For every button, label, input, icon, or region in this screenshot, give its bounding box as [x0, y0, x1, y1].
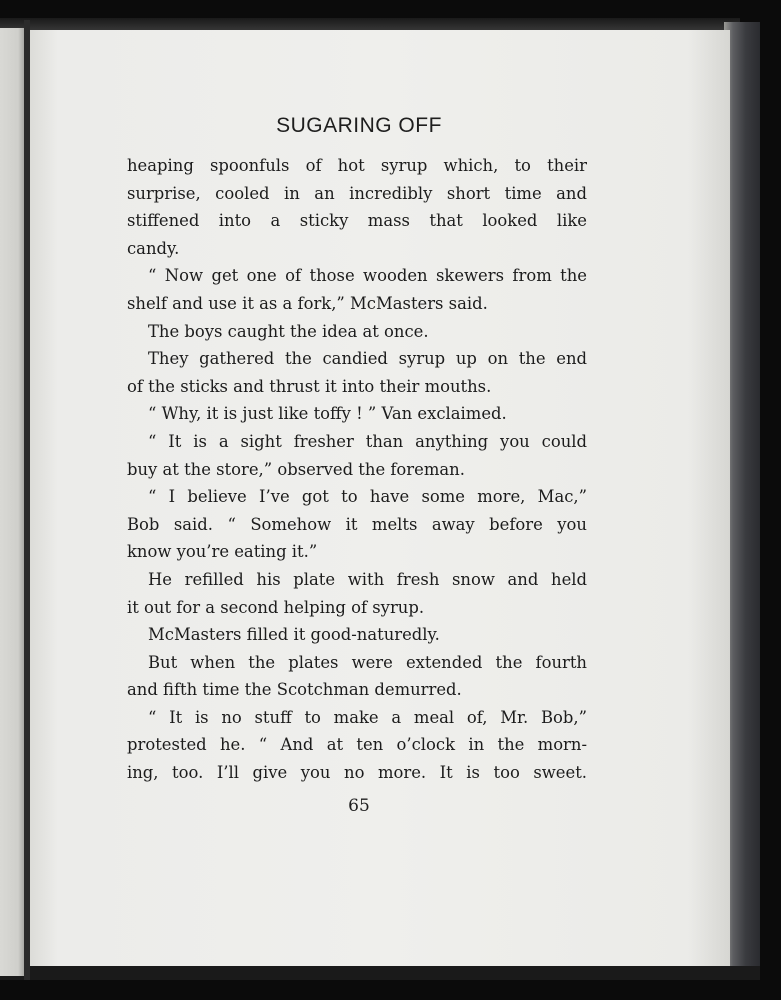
- text-line: protested he. “ And at ten o’clock in the morn-: [127, 735, 587, 755]
- text-line: heaping spoonfuls of hot syrup which, to their: [127, 156, 587, 175]
- text-line: “ It is no stuff to make a meal of, Mr. Bob,”: [148, 707, 587, 727]
- text-line: He refilled his plate with fresh snow and held: [148, 569, 587, 589]
- text-line: Bob said. “ Somehow it melts away before you: [127, 514, 587, 534]
- text-line: shelf and use it as a fork,” McMasters said.: [127, 293, 488, 313]
- text-line: “ I believe I’ve got to have some more, Mac,”: [148, 487, 587, 507]
- page-number: 65: [348, 796, 370, 816]
- body-text: [127, 152, 587, 787]
- text-line: “ Why, it is just like toffy ! ” Van exclaimed.: [148, 404, 507, 424]
- facing-page-edge: [0, 28, 26, 976]
- text-line: and fifth time the Scotchman demurred.: [127, 680, 462, 700]
- text-line: of the sticks and thrust it into their mouths.: [127, 376, 492, 396]
- text-line: surprise, cooled in an incredibly short time and: [127, 183, 587, 203]
- text-line: “ It is a sight fresher than anything you could: [148, 431, 587, 451]
- text-line: candy.: [127, 238, 180, 258]
- text-line: it out for a second helping of syrup.: [127, 597, 425, 617]
- running-head: SUGARING OFF: [276, 114, 442, 137]
- text-line: But when the plates were extended the fourth: [148, 652, 587, 672]
- text-line: ing, too. I’ll give you no more. It is too sweet.: [127, 763, 587, 783]
- book-bottom-edge: [0, 966, 760, 980]
- text-line: The boys caught the idea at once.: [148, 321, 429, 341]
- text-line: stiffened into a sticky mass that looked like: [127, 211, 587, 231]
- text-line: “ Now get one of those wooden skewers from the: [148, 266, 587, 286]
- text-line: buy at the store,” observed the foreman.: [127, 459, 465, 479]
- book-spine-edge: [24, 20, 30, 980]
- text-line: McMasters filled it good-naturedly.: [148, 625, 440, 645]
- text-line: They gathered the candied syrup up on the end: [148, 349, 587, 369]
- text-line: know you’re eating it.”: [127, 542, 318, 562]
